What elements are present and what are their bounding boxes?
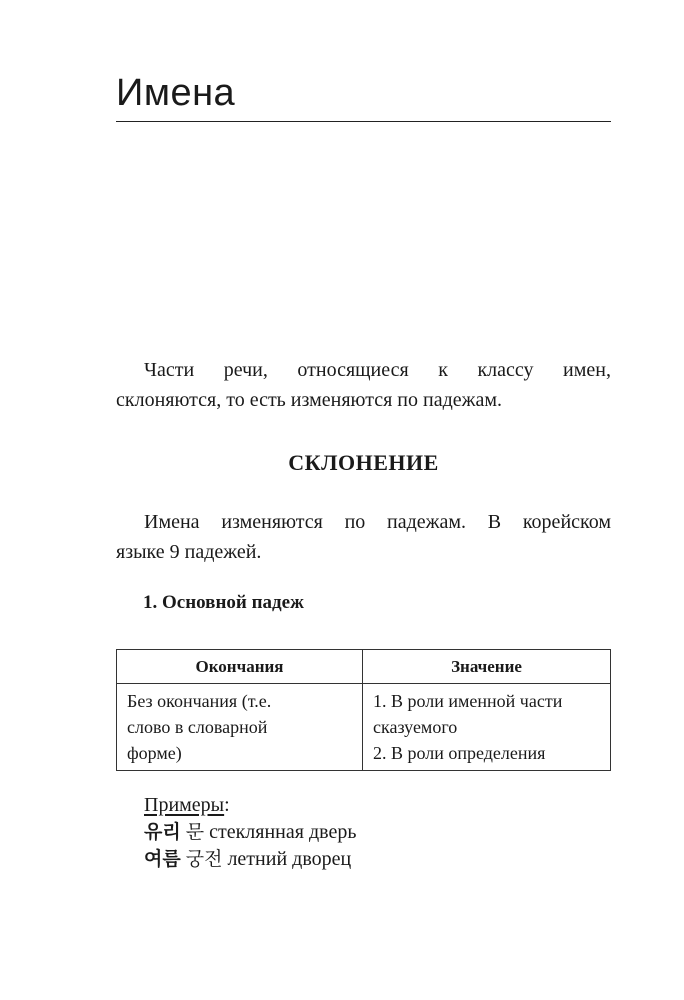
example-noun: 유리 xyxy=(144,821,181,843)
example-row xyxy=(116,846,611,873)
example-row xyxy=(116,819,611,846)
section-intro-paragraph xyxy=(116,507,611,567)
endings-line: форме) xyxy=(127,743,182,763)
table-header-row xyxy=(117,650,611,684)
meaning-line: 1. В роли именной части xyxy=(373,691,563,711)
header-endings: Окончания xyxy=(117,650,363,684)
section-heading: СКЛОНЕНИЕ xyxy=(288,450,439,475)
meaning-line: сказуемого xyxy=(373,717,458,737)
cell-endings xyxy=(117,684,363,771)
intro-paragraph xyxy=(116,355,611,415)
intro-line-2: склоняются, то есть изменяются по падежам. xyxy=(116,389,502,411)
case-heading: 1. Основной падеж xyxy=(143,592,304,613)
example-noun2: 궁전 xyxy=(185,848,223,870)
example-noun2: 문 xyxy=(185,821,205,843)
intro-line-1: Части речи, относящиеся к классу имен, xyxy=(144,359,611,381)
page-title: Имена xyxy=(116,72,236,114)
case-table xyxy=(116,649,611,771)
section-intro-line-2: языке 9 падежей. xyxy=(116,541,262,563)
table-row xyxy=(117,684,611,771)
meaning-line: 2. В роли определения xyxy=(373,743,546,763)
examples-block xyxy=(116,792,611,873)
examples-label-colon: : xyxy=(224,794,230,816)
example-translation: летний дворец xyxy=(227,848,352,870)
title-divider xyxy=(116,121,611,122)
example-noun: 여름 xyxy=(144,848,181,870)
examples-label xyxy=(116,792,611,819)
endings-line: слово в словарной xyxy=(127,717,268,737)
example-translation: стеклянная дверь xyxy=(209,821,357,843)
endings-line: Без окончания (т.е. xyxy=(127,691,272,711)
examples-label-text: Примеры xyxy=(144,794,225,816)
cell-meaning xyxy=(363,684,611,771)
header-meaning: Значение xyxy=(363,650,611,684)
section-intro-line-1: Имена изменяются по падежам. В корейском xyxy=(144,511,611,533)
